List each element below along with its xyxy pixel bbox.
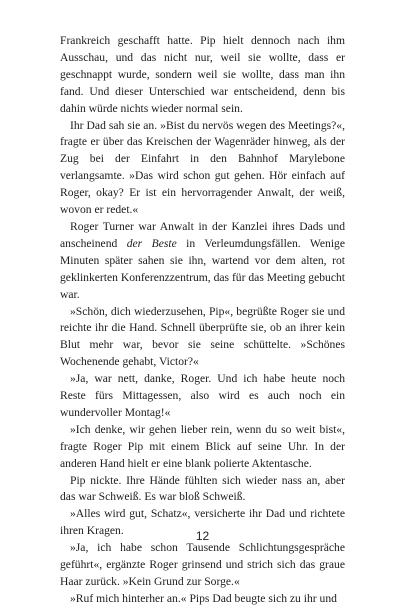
paragraph: Frankreich geschafft hatte. Pip hielt dennoch nach ihm Ausschau, und das nicht nur, weil sie wollte, dass er geschnappt wurde, sondern weil sie wollte, dass man ihn fand. Und dieser Unterschied war entscheidend, denn bis dahin würde nichts wieder normal sein.: [60, 34, 345, 115]
paragraph: »Ruf mich hinterher an.« Pips Dad beugte sich zu ihr und: [70, 591, 337, 605]
paragraph: »Ich denke, wir gehen lieber rein, wenn du so weit bist«, fragte Roger Pip mit einem Blick auf seine Uhr. In der anderen Hand hielt er eine blank polierte Aktentasche.: [60, 422, 345, 470]
page-number: 12: [195, 529, 210, 543]
paragraph: Ihr Dad sah sie an. »Bist du nervös wegen des Meetings?«, fragte er über das Kreischen der Wagenräder hinweg, als der Zug bei der Einfahrt in den Bahnhof Marylebone verlangsamte. »Das wird schon gut gehen. Hör einfach auf Roger, okay? Er ist ein hervorragender Anwalt, der weiß, wovon er redet.«: [60, 118, 345, 217]
paragraph: Pip nickte. Ihre Hände fühlten sich wieder nass an, aber das war Schweiß. Es war bloß Schweiß.: [60, 473, 345, 504]
paragraph: »Ja, ich habe schon Tausende Schlichtungsgespräche geführt«, ergänzte Roger grinsend und strich sich das graue Haar zurück. »Kein Grund zur Sorge.«: [60, 541, 345, 588]
body-text: [60, 33, 345, 608]
paragraph: Roger Turner war Anwalt in der Kanzlei ihres Dads und anscheinend der Beste in Verleumdungsfällen. Wenige Minuten später sahen sie ihn, wartend vor dem alten, rot geklinkerten Konferenzzentrum, das für das Meeting gebucht war.: [60, 219, 345, 301]
paragraph: »Alles wird gut, Schatz«, versicherte ihr Dad und richtete ihren Kragen.: [60, 507, 345, 538]
paragraph: »Schön, dich wiederzusehen, Pip«, begrüßte Roger sie und reichte ihr die Hand. Schnell überprüfte sie, ob an ihrer kein Blut mehr war, bevor sie seine schüttelte. »Schönes Wochenende gehabt, Victor?«: [60, 304, 345, 369]
paragraph: »Ja, war nett, danke, Roger. Und ich habe heute noch Reste fürs Mittagessen, also wird es auch noch ein wundervoller Montag!«: [60, 372, 345, 419]
